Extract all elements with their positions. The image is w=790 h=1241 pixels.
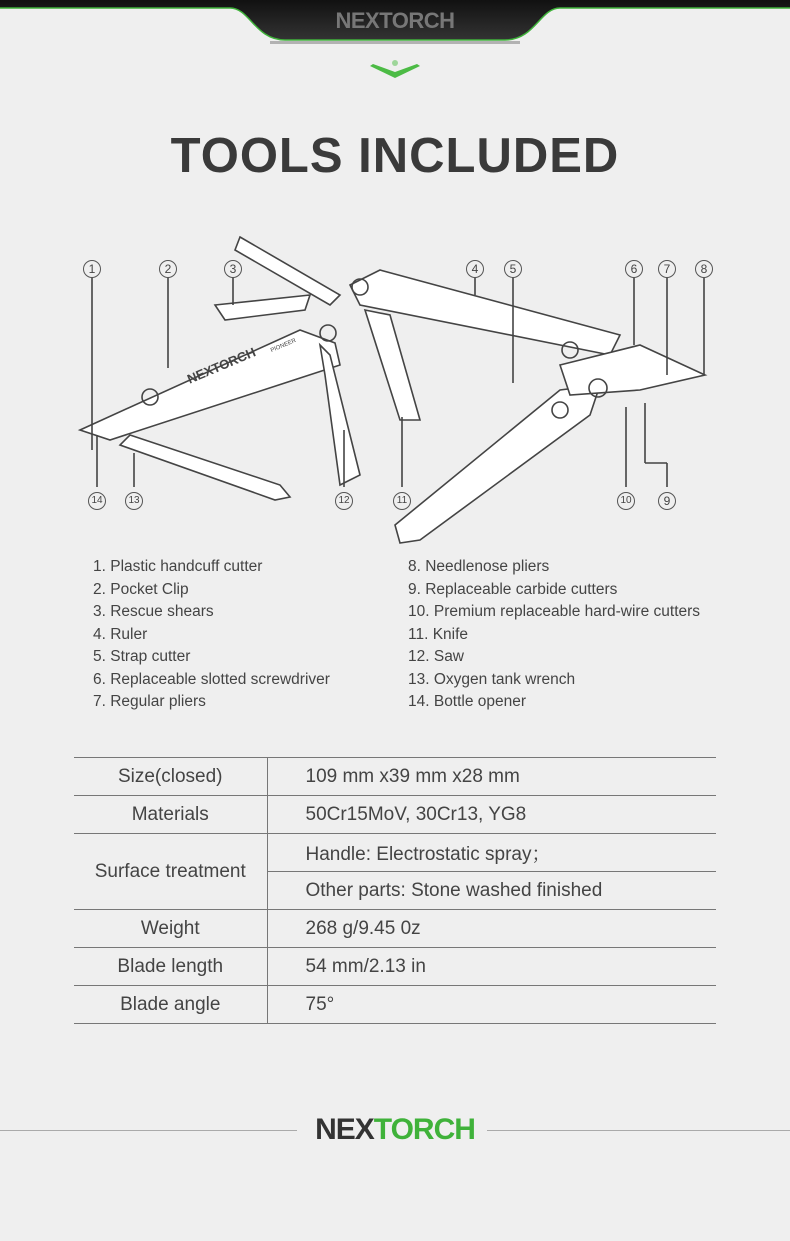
callout-number: 11 [393, 492, 411, 510]
table-row [74, 758, 716, 796]
spec-label: Weight [74, 910, 267, 948]
tool-item: 14. Bottle opener [408, 693, 527, 710]
header-logo: NEXTORCH [335, 8, 455, 33]
callout-number: 13 [125, 492, 143, 510]
tool-item: 6. Replaceable slotted screwdriver [93, 670, 330, 688]
spec-value: 50Cr15MoV, 30Cr13, YG8 [267, 796, 716, 834]
callout-number: 3 [224, 260, 242, 278]
product-model: PIONEER [269, 337, 298, 355]
tool-item: 12. Saw [408, 648, 465, 665]
table-row [74, 834, 716, 872]
footer-logo [0, 1113, 790, 1147]
callout-number: 7 [658, 260, 676, 278]
page-title: TOOLS INCLUDED [170, 129, 620, 183]
tool-item: 5. Strap cutter [93, 648, 191, 665]
table-row [74, 986, 716, 1024]
tools-list-left [93, 556, 330, 714]
callout-number: 1 [83, 260, 101, 278]
tool-item: 13. Oxygen tank wrench [408, 670, 576, 688]
spec-value: 75° [267, 986, 716, 1024]
tool-item: 11. Knife [408, 625, 469, 643]
spec-value: 109 mm x39 mm x28 mm [267, 758, 716, 796]
callout-number: 8 [695, 260, 713, 278]
table-row [74, 910, 716, 948]
footer-logo-nex: NEX [315, 1113, 374, 1146]
tool-item: 9. Replaceable carbide cutters [408, 580, 618, 598]
tool-item: 7. Regular pliers [93, 693, 206, 710]
callout-number: 12 [335, 492, 353, 510]
callout-number: 4 [466, 260, 484, 278]
callout-number: 5 [504, 260, 522, 278]
spec-label: Size(closed) [74, 758, 267, 796]
tool-item: 10. Premium replaceable hard-wire cutters [408, 603, 701, 620]
table-row [74, 796, 716, 834]
spec-value: Handle: Electrostatic spray； [267, 834, 716, 872]
callout-number: 10 [617, 492, 635, 510]
tool-item: 1. Plastic handcuff cutter [93, 558, 263, 575]
chevron-down-icon [365, 58, 425, 83]
spec-value: 54 mm/2.13 in [267, 948, 716, 986]
table-row [74, 948, 716, 986]
spec-value: 268 g/9.45 0z [267, 910, 716, 948]
spec-label: Materials [74, 796, 267, 834]
callout-number: 6 [625, 260, 643, 278]
product-brand: NEXTORCH [184, 344, 258, 387]
header-banner [0, 0, 790, 50]
spec-label: Surface treatment [74, 834, 267, 910]
spec-value: Other parts: Stone washed finished [267, 872, 716, 910]
tool-item: 3. Rescue shears [93, 603, 214, 620]
tools-list-right [408, 556, 700, 714]
specs-table [74, 757, 716, 1024]
footer-logo-torch: TORCH [373, 1113, 475, 1146]
spec-label: Blade length [74, 948, 267, 986]
callout-number: 9 [658, 492, 676, 510]
callout-number: 14 [88, 492, 106, 510]
tool-item: 4. Ruler [93, 625, 148, 643]
tool-item: 8. Needlenose pliers [408, 558, 550, 575]
tool-item: 2. Pocket Clip [93, 580, 189, 598]
callout-number: 2 [159, 260, 177, 278]
spec-label: Blade angle [74, 986, 267, 1024]
